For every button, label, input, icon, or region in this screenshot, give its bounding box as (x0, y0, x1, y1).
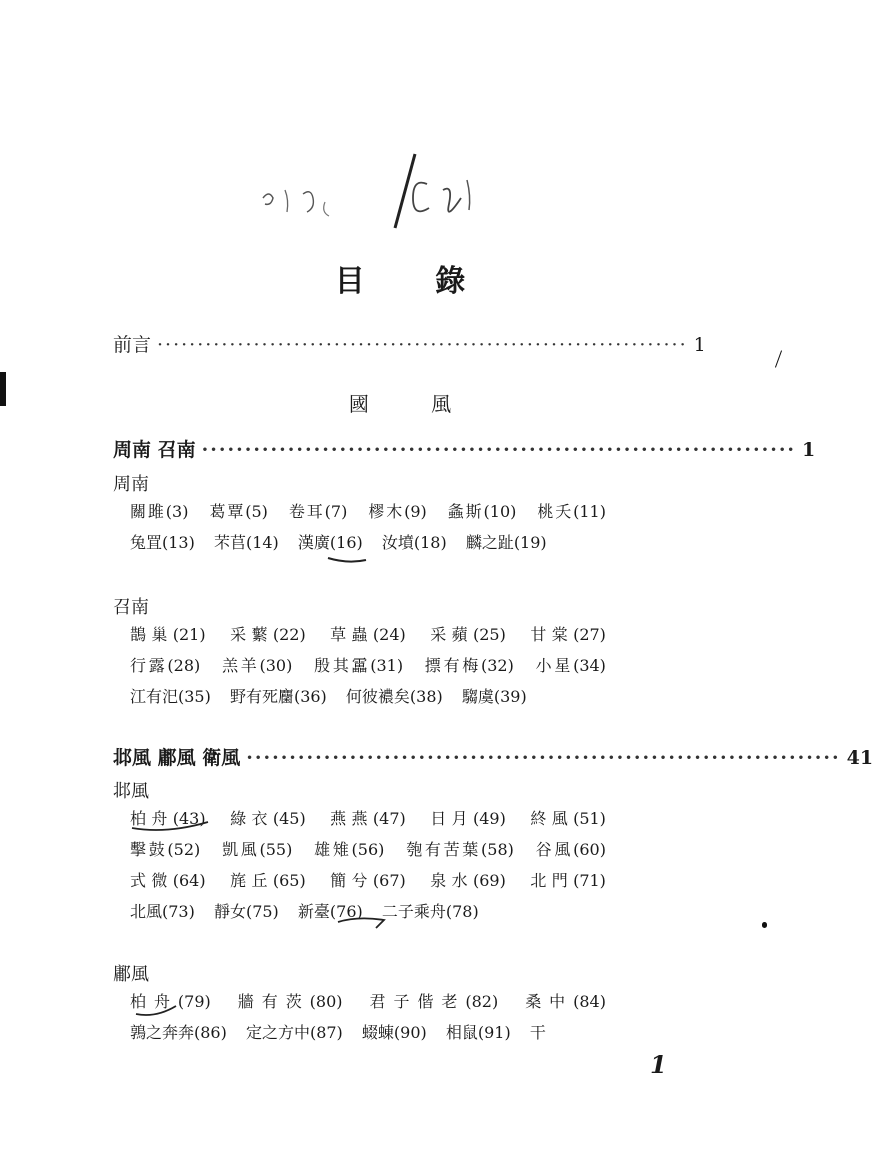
toc-entry: 柏舟(43) (130, 809, 206, 828)
entries-shaonan (130, 619, 620, 712)
toc-entry: 螽斯(10) (447, 502, 517, 521)
toc-entry: 北風(73) (130, 902, 195, 921)
toc-entry: 鶉之奔奔(86) (130, 1023, 227, 1042)
toc-entry: 谷風(60) (535, 840, 606, 859)
guofeng-char-2: 風 (431, 392, 452, 416)
toc-entry: 北門(71) (530, 871, 606, 890)
toc-entry: 燕燕(47) (330, 809, 406, 828)
toc-entry: 日月(49) (430, 809, 506, 828)
toc-entry: 殷其靁(31) (314, 656, 404, 675)
toc-entry: 漢廣(16) (297, 533, 363, 552)
page-title (0, 256, 800, 300)
toc-entry: 麟之趾(19) (465, 533, 547, 552)
toc-entry: 桃夭(11) (537, 502, 606, 521)
toc-entry: 匏有苦葉(58) (406, 840, 514, 859)
toc-entry: 干 (529, 1023, 546, 1042)
toc-entry: 新臺(76) (297, 902, 363, 921)
toc-entry: 簡兮(67) (330, 871, 406, 890)
toc-entry: 桑中(84) (525, 992, 606, 1011)
toc-entry: 采蘩(22) (230, 625, 306, 644)
toc-zhounan-shaonan-label: 周南 召南 (113, 439, 196, 461)
subheading-zhounan: 周南 (113, 474, 149, 495)
section-heading-guofeng (0, 388, 800, 417)
toc-entry: 二子乘舟(78) (381, 902, 479, 921)
toc-entry: 關雎(3) (130, 502, 189, 521)
page-number: 1 (650, 1050, 667, 1079)
toc-entry: 羔羊(30) (222, 656, 293, 675)
leader-dots: ····································································· (246, 747, 841, 769)
toc-preface-label: 前言 (113, 334, 152, 356)
scan-stroke (775, 350, 782, 367)
toc-entry: 擊鼓(52) (130, 840, 201, 859)
toc-zhounan-shaonan (113, 435, 816, 462)
toc-bei-yong-wei (113, 743, 873, 770)
entries-yongfeng (130, 986, 620, 1048)
scan-dot (762, 922, 767, 928)
toc-entry: 樛木(9) (368, 502, 427, 521)
toc-entry: 旄丘(65) (230, 871, 306, 890)
toc-entry: 草蟲(24) (330, 625, 406, 644)
toc-entry: 相鼠(91) (445, 1023, 511, 1042)
entries-beifeng (130, 803, 620, 927)
title-char-1: 目 (334, 264, 365, 299)
toc-entry: 汝墳(18) (381, 533, 447, 552)
toc-entry: 靜女(75) (213, 902, 279, 921)
toc-entry: 式微(64) (130, 871, 206, 890)
leader-dots: ·································································· (157, 334, 688, 356)
toc-entry: 鵲巢(21) (130, 625, 206, 644)
toc-entry: 牆有茨(80) (237, 992, 343, 1011)
leader-dots: ····································································· (201, 439, 797, 461)
guofeng-char-1: 國 (348, 392, 369, 416)
toc-bei-yong-wei-page: 41 (846, 747, 873, 769)
toc-entry: 何彼襛矣(38) (345, 687, 443, 706)
scan-edge-mark (0, 372, 6, 406)
toc-entry: 行露(28) (130, 656, 201, 675)
toc-entry: 蝃蝀(90) (361, 1023, 427, 1042)
toc-entry: 綠衣(45) (230, 809, 306, 828)
subheading-beifeng: 邶風 (113, 781, 149, 802)
toc-entry: 柏舟(79) (130, 992, 211, 1011)
toc-entry: 終風(51) (530, 809, 606, 828)
toc-entry: 君子偕老(82) (369, 992, 499, 1011)
toc-entry: 芣苢(14) (213, 533, 279, 552)
toc-preface (113, 330, 706, 357)
subheading-yongfeng: 鄘風 (113, 964, 149, 985)
toc-entry: 江有汜(35) (130, 687, 211, 706)
toc-entry: 兔罝(13) (130, 533, 195, 552)
toc-zhounan-shaonan-page: 1 (802, 439, 816, 461)
toc-entry: 雄雉(56) (314, 840, 385, 859)
toc-entry: 采蘋(25) (430, 625, 506, 644)
toc-entry: 小星(34) (535, 656, 606, 675)
toc-entry: 摽有梅(32) (424, 656, 514, 675)
toc-preface-page: 1 (693, 334, 706, 356)
handwritten-annotation (255, 150, 485, 240)
title-char-2: 錄 (435, 264, 466, 299)
toc-entry: 葛覃(5) (209, 502, 268, 521)
toc-entry: 卷耳(7) (288, 502, 348, 521)
toc-entry: 泉水(69) (430, 871, 506, 890)
toc-entry: 甘棠(27) (530, 625, 606, 644)
entries-zhounan (130, 496, 620, 558)
toc-entry: 凱風(55) (222, 840, 293, 859)
toc-entry: 野有死麕(36) (229, 687, 327, 706)
subheading-shaonan: 召南 (113, 597, 149, 618)
toc-entry: 定之方中(87) (245, 1023, 343, 1042)
toc-entry: 騶虞(39) (461, 687, 527, 706)
toc-bei-yong-wei-label: 邶風 鄘風 衛風 (113, 747, 241, 769)
